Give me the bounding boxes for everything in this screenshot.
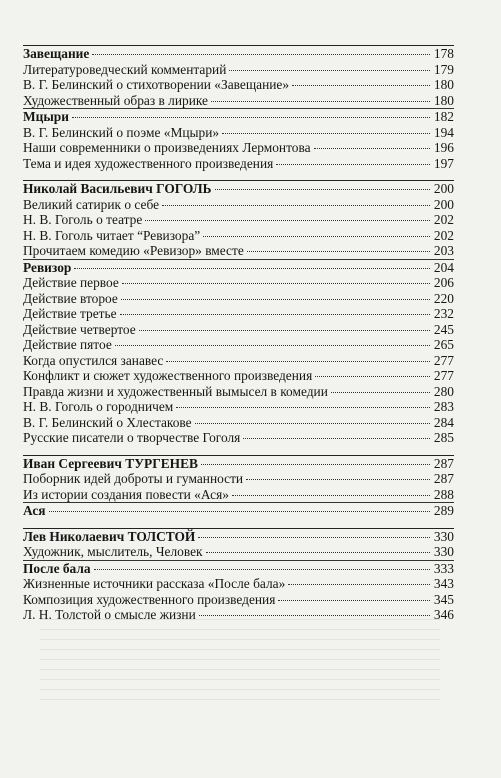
toc-entry — [23, 399, 454, 415]
toc-entry — [23, 181, 454, 197]
toc-entry — [23, 576, 454, 592]
entry-page-number: 277 — [433, 368, 454, 383]
dot-leader — [94, 569, 430, 570]
entry-title: Н. В. Гоголь о театре — [23, 212, 143, 227]
entry-title: Ревизор — [23, 259, 72, 275]
dot-leader — [201, 464, 430, 465]
dot-leader — [232, 495, 430, 496]
toc-entry — [23, 456, 454, 472]
toc-entry — [23, 592, 454, 608]
dot-leader — [74, 268, 430, 269]
entry-page-number: 179 — [433, 61, 454, 77]
dot-leader — [246, 479, 430, 480]
dot-leader — [92, 54, 430, 55]
dot-leader — [278, 600, 430, 601]
dot-leader — [120, 314, 430, 315]
entry-page-number: 232 — [433, 306, 454, 321]
toc-entry — [23, 140, 454, 156]
dot-leader — [72, 117, 430, 118]
toc-entry — [23, 337, 454, 353]
toc-entry — [23, 368, 454, 384]
entry-page-number: 200 — [433, 196, 454, 212]
entry-page-number: 288 — [433, 486, 454, 502]
entry-title: Правда жизни и художественный вымысел в комедии — [23, 383, 328, 399]
dot-leader — [122, 283, 430, 284]
entry-page-number: 287 — [433, 455, 454, 471]
show-through-text — [40, 610, 440, 730]
dot-leader — [229, 70, 430, 71]
entry-page-number: 206 — [433, 275, 454, 290]
entry-page-number: 330 — [433, 528, 454, 544]
entry-title: Ася — [23, 503, 46, 518]
entry-title: Русские писатели о творчестве Гоголя — [23, 430, 241, 445]
entry-title: Действие четвертое — [23, 321, 136, 337]
toc-entry — [23, 353, 454, 369]
toc-entry — [23, 306, 454, 322]
entry-page-number: 202 — [433, 212, 454, 227]
toc-entry — [23, 259, 454, 276]
entry-title: Завещание — [23, 46, 90, 61]
toc-entry — [23, 415, 454, 431]
entry-title: После бала — [23, 560, 91, 576]
entry-title: Тема и идея художественного произведения — [23, 155, 274, 171]
dot-leader — [198, 537, 430, 538]
entry-page-number: 196 — [433, 140, 454, 155]
entry-title: Художник, мыслитель, Человек — [23, 544, 203, 559]
dot-leader — [115, 345, 430, 346]
entry-page-number: 203 — [433, 243, 454, 258]
entry-page-number: 200 — [433, 181, 454, 196]
entry-title: Лев Николаевич ТОЛСТОЙ — [23, 528, 196, 544]
entry-page-number: 204 — [433, 259, 454, 275]
entry-page-number: 180 — [433, 92, 454, 108]
entry-page-number: 194 — [433, 124, 454, 140]
toc-section — [23, 455, 454, 519]
entry-title: Когда опустился занавес — [23, 352, 164, 368]
entry-page-number: 280 — [433, 383, 454, 399]
entry-page-number: 333 — [433, 560, 454, 576]
toc-entry — [23, 560, 454, 577]
toc-entry — [23, 125, 454, 141]
toc-section — [23, 45, 454, 171]
entry-title: Прочитаем комедию «Ревизор» вместе — [23, 243, 244, 258]
entry-title: Действие второе — [23, 290, 118, 306]
dot-leader — [195, 423, 430, 424]
entry-title: Мцыри — [23, 109, 69, 124]
entry-title: Конфликт и сюжет художественного произведения — [23, 368, 313, 383]
toc-entry — [23, 62, 454, 78]
entry-title: Н. В. Гоголь о городничем — [23, 399, 174, 414]
entry-title: В. Г. Белинский о стихотворении «Завещание» — [23, 77, 290, 92]
toc-entry — [23, 471, 454, 487]
dot-leader — [222, 133, 430, 134]
entry-page-number: 180 — [433, 77, 454, 92]
dot-leader — [211, 101, 430, 102]
toc-entry — [23, 487, 454, 503]
entry-title: Литературоведческий комментарий — [23, 61, 227, 77]
dot-leader — [243, 438, 430, 439]
toc-entry — [23, 46, 454, 62]
toc-section — [23, 180, 454, 446]
dot-leader — [166, 361, 430, 362]
entry-title: В. Г. Белинский о поэме «Мцыри» — [23, 124, 220, 140]
toc-entry — [23, 108, 454, 125]
toc-entry — [23, 77, 454, 93]
entry-title: Н. В. Гоголь читает “Ревизора” — [23, 227, 201, 243]
dot-leader — [314, 148, 430, 149]
entry-page-number: 265 — [433, 337, 454, 352]
toc-entry — [23, 212, 454, 228]
toc-entry — [23, 275, 454, 291]
dot-leader — [331, 392, 430, 393]
dot-leader — [162, 205, 430, 206]
entry-title: Действие пятое — [23, 337, 112, 352]
entry-page-number: 285 — [433, 430, 454, 445]
table-of-contents — [23, 45, 454, 623]
toc-entry — [23, 156, 454, 172]
entry-page-number: 287 — [433, 471, 454, 486]
entry-page-number: 202 — [433, 227, 454, 243]
toc-entry — [23, 322, 454, 338]
entry-page-number: 343 — [433, 576, 454, 591]
dot-leader — [247, 251, 430, 252]
dot-leader — [121, 299, 430, 300]
toc-entry — [23, 243, 454, 259]
entry-page-number: 289 — [433, 503, 454, 518]
toc-section — [23, 528, 454, 623]
entry-title: Наши современники о произведениях Лермонтова — [23, 140, 311, 155]
entry-page-number: 178 — [433, 46, 454, 61]
dot-leader — [203, 236, 430, 237]
dot-leader — [49, 511, 430, 512]
dot-leader — [276, 164, 430, 165]
dot-leader — [176, 407, 430, 408]
entry-title: Великий сатирик о себе — [23, 196, 160, 212]
dot-leader — [215, 189, 431, 190]
entry-page-number: 197 — [433, 155, 454, 171]
toc-entry — [23, 502, 454, 519]
entry-page-number: 345 — [433, 591, 454, 607]
entry-page-number: 283 — [433, 399, 454, 414]
entry-title: Действие третье — [23, 306, 117, 321]
dot-leader — [139, 330, 430, 331]
dot-leader — [206, 552, 430, 553]
entry-title: Композиция художественного произведения — [23, 591, 276, 607]
toc-entry — [23, 197, 454, 213]
entry-title: Действие первое — [23, 275, 119, 290]
entry-page-number: 277 — [433, 352, 454, 368]
toc-entry — [23, 544, 454, 560]
toc-entry — [23, 384, 454, 400]
entry-page-number: 220 — [433, 290, 454, 306]
entry-title: Иван Сергеевич ТУРГЕНЕВ — [23, 455, 198, 471]
entry-page-number: 346 — [433, 607, 454, 622]
dot-leader — [292, 85, 430, 86]
entry-page-number: 182 — [433, 109, 454, 124]
entry-title: Л. Н. Толстой о смысле жизни — [23, 607, 196, 622]
dot-leader — [315, 376, 430, 377]
toc-entry — [23, 291, 454, 307]
dot-leader — [288, 584, 430, 585]
toc-entry — [23, 430, 454, 446]
entry-title: Поборник идей доброты и гуманности — [23, 471, 244, 486]
entry-page-number: 330 — [433, 544, 454, 559]
dot-leader — [145, 220, 430, 221]
entry-title: Из истории создания повести «Ася» — [23, 486, 229, 502]
entry-title: Николай Васильевич ГОГОЛЬ — [23, 181, 212, 196]
toc-entry — [23, 529, 454, 545]
entry-page-number: 245 — [433, 321, 454, 337]
entry-page-number: 284 — [433, 414, 454, 430]
toc-entry — [23, 228, 454, 244]
toc-entry — [23, 93, 454, 109]
entry-title: Художественный образ в лирике — [23, 92, 208, 108]
entry-title: Жизненные источники рассказа «После бала» — [23, 576, 286, 591]
entry-title: В. Г. Белинский о Хлестакове — [23, 414, 192, 430]
